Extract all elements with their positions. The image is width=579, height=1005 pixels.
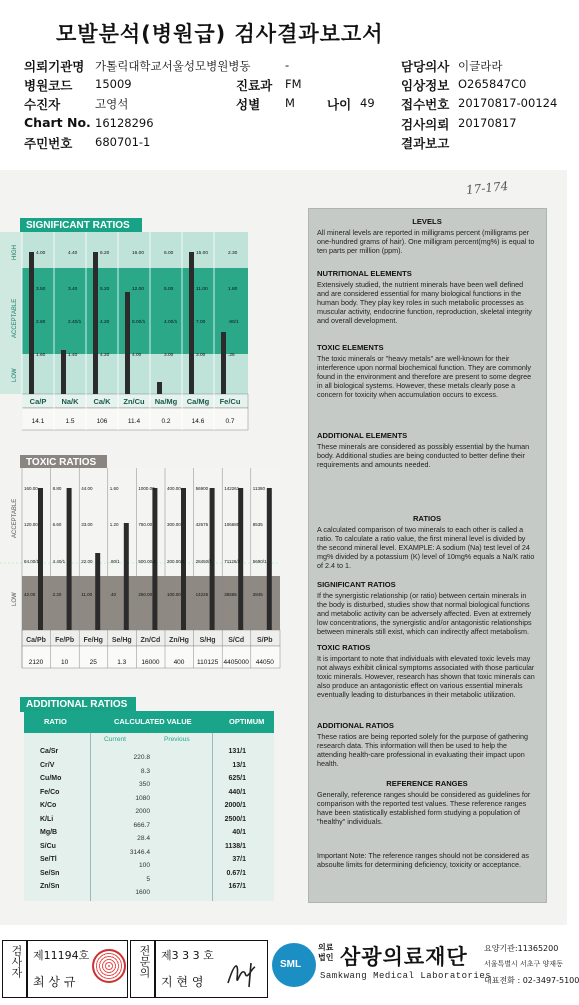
tick-label: 15.00 bbox=[196, 251, 209, 256]
label-age: 나이 bbox=[327, 97, 352, 112]
label-chart-no: Chart No. bbox=[24, 115, 91, 130]
note-block bbox=[317, 269, 537, 325]
value-chart-no: 16128296 bbox=[95, 116, 154, 130]
tick-label: 5690/1 bbox=[252, 559, 267, 564]
note-text: Generally, reference ranges should be considered as guidelines for comparison with the reported test values. These reference ranges have been statistically established form studying a population of "healthy" individuals. bbox=[317, 790, 531, 826]
value-doctor: 이글라라 bbox=[458, 59, 503, 73]
current-value: 28.4 bbox=[137, 835, 150, 842]
tick-label: 42675 bbox=[195, 522, 209, 527]
tick-label: 84.00/1 bbox=[24, 559, 40, 564]
zone-low-label: LOW bbox=[12, 368, 18, 382]
tick-label: 1.20 bbox=[109, 522, 119, 527]
column-value: 110125 bbox=[196, 659, 219, 666]
header-calculated-value: CALCULATED VALUE bbox=[114, 717, 192, 726]
current-value: 2000 bbox=[135, 808, 150, 815]
tester-label: 검사자 bbox=[10, 945, 23, 978]
column-value: 4405000 bbox=[223, 659, 249, 666]
side-info-2: 서울특별시 서초구 양재동 bbox=[484, 960, 563, 968]
footer bbox=[0, 935, 579, 1005]
specialist-label-box bbox=[130, 940, 156, 998]
value-department: FM bbox=[285, 77, 302, 91]
tester-label-box bbox=[2, 940, 28, 998]
column-label: Ca/Pb bbox=[26, 637, 46, 644]
column-value: 44050 bbox=[255, 659, 274, 666]
tick-label: 6.20 bbox=[100, 251, 110, 256]
bar-S/Pb bbox=[267, 488, 272, 630]
note-heading: TOXIC ELEMENTS bbox=[317, 343, 384, 352]
column-value: 14.6 bbox=[191, 418, 205, 425]
significant-ratios-chart bbox=[0, 232, 300, 452]
tick-label: 2845 bbox=[252, 592, 263, 597]
tick-label: 400.00 bbox=[167, 486, 181, 491]
note-block bbox=[317, 431, 537, 469]
tick-label: 16.00 bbox=[132, 251, 145, 256]
note-block bbox=[317, 721, 537, 768]
bar-Na/Mg bbox=[157, 382, 162, 394]
tick-label: 142261 bbox=[224, 486, 240, 491]
side-info-1: 요양기관:11365200 bbox=[484, 944, 559, 953]
additional-table-body: Current Previous Ca/Sr 131/1 220.8 Cr/V 13/1 8.3 Cu/Mo 625/1 350 Fe/Co 440/1 1080 K/Co 2000/1 2000 K/Li 2500/1 666.7 Mg/B 40/1 28.4 S/Cu 1138/1 3146.4 Se/Tl 37/1 100 Se/Sn 0.67/1 5 Zn/Sn 167/1 1600 bbox=[24, 733, 274, 901]
tick-label: 250.00 bbox=[138, 592, 153, 597]
tick-label: 6.60 bbox=[52, 522, 62, 527]
tick-label: 4.00 bbox=[36, 251, 46, 256]
label-receipt-number: 접수번호 bbox=[401, 97, 450, 112]
note-block bbox=[317, 580, 537, 636]
sml-logo-badge bbox=[272, 943, 316, 987]
tick-label: 4.20 bbox=[100, 353, 110, 358]
tick-label: 35565 bbox=[224, 592, 237, 597]
bar-Fe/Pb bbox=[67, 488, 72, 630]
ratio-name: Ca/Sr bbox=[40, 748, 59, 755]
tick-label: 160.00 bbox=[24, 486, 38, 491]
tick-label: .80/1 bbox=[109, 559, 120, 564]
label-patient: 수진자 bbox=[24, 97, 61, 112]
sml-logo-text: SML bbox=[280, 959, 302, 970]
note-block bbox=[317, 343, 537, 399]
tick-label: 7.00 bbox=[196, 320, 206, 325]
tick-label: 42.00 bbox=[24, 592, 36, 597]
tick-label: 14225 bbox=[195, 592, 209, 597]
note-block bbox=[317, 217, 537, 255]
tick-label: 33.00 bbox=[81, 522, 93, 527]
column-label: Zn/Cu bbox=[123, 397, 145, 406]
tick-label: 2.20 bbox=[52, 592, 62, 597]
bar-Fe/Cu bbox=[221, 332, 226, 394]
ratio-name: Cr/V bbox=[40, 761, 55, 769]
tick-label: 120.00 bbox=[24, 522, 38, 527]
current-value: 8.3 bbox=[140, 767, 150, 775]
additional-ratios-title: ADDITIONAL RATIOS bbox=[20, 697, 136, 712]
column-value: 2120 bbox=[28, 659, 44, 666]
specialist-label: 전문의 bbox=[138, 945, 151, 978]
label-clinical-info: 임상정보 bbox=[401, 78, 450, 93]
toxic-zone-acceptable-label: ACCEPTABLE bbox=[12, 498, 18, 538]
header-ratio: RATIO bbox=[44, 717, 67, 726]
tester-name: 최 상 규 bbox=[33, 975, 76, 989]
tick-label: 22.00 bbox=[81, 559, 93, 564]
value-hospital-code: 15009 bbox=[95, 77, 132, 91]
note-text: Important Note: The reference ranges should not be considered as absoulte limits for determining deficiency, toxicity or acceptance. bbox=[317, 851, 530, 869]
tick-label: 2.30 bbox=[228, 251, 238, 256]
label-result-report: 결과보고 bbox=[401, 136, 450, 151]
label-sex: 성별 bbox=[236, 97, 261, 112]
current-value: 1080 bbox=[135, 794, 150, 802]
toxic-ratios-title: TOXIC RATIOS bbox=[20, 455, 107, 470]
label-requesting-institution: 의뢰기관명 bbox=[24, 59, 85, 74]
zone-high-label: HIGH bbox=[12, 245, 18, 260]
tick-label: 1.80 bbox=[228, 287, 238, 292]
tick-label: 1000.00 bbox=[138, 486, 155, 491]
tick-label: 28450/1 bbox=[195, 559, 212, 564]
note-block bbox=[317, 849, 537, 869]
tick-label: 750.00 bbox=[138, 522, 153, 527]
column-label: Se/Hg bbox=[111, 637, 132, 644]
tick-label: 4.20 bbox=[100, 320, 110, 325]
tick-label: .26 bbox=[228, 353, 235, 358]
column-value: 0.2 bbox=[161, 418, 171, 425]
tick-label: 200.00/1 bbox=[167, 559, 185, 564]
tick-label: 4.40/1 bbox=[52, 559, 66, 564]
bar-Zn/Cu bbox=[125, 292, 130, 394]
label-hospital-code: 병원코드 bbox=[24, 78, 73, 93]
column-value: 1.3 bbox=[117, 659, 127, 666]
note-text: All mineral levels are reported in milligrams percent (milligrams per one-hundred grams of hair). One milligram percent(mg%) is equal to ten parts per million (ppm). bbox=[317, 228, 535, 255]
label-test-request: 검사의뢰 bbox=[401, 117, 450, 132]
current-value: 350 bbox=[138, 781, 150, 788]
column-label: Na/K bbox=[61, 397, 79, 406]
tester-seal bbox=[92, 949, 126, 983]
tick-label: 100.00 bbox=[167, 592, 181, 597]
column-label: Ca/K bbox=[93, 397, 111, 406]
tick-label: 5.00 bbox=[164, 287, 174, 292]
note-heading: NUTRITIONAL ELEMENTS bbox=[317, 269, 412, 278]
column-label: Fe/Pb bbox=[55, 637, 75, 644]
explanation-panel bbox=[308, 208, 547, 903]
subheader-previous: Previous bbox=[164, 736, 190, 743]
column-value: 14.1 bbox=[31, 418, 45, 425]
note-text: If the synergistic relationship (or ratio) between certain minerals in the body is disturbed, studies show that normal biological functions and metabolic activity can be adversely affected. Even at extremely low concentrations, the synergistic and/or antagonistic relationships between minerals still exist, which can indirectly affect metabolism. bbox=[317, 591, 532, 636]
column-value: 16000 bbox=[141, 659, 160, 666]
toxic-zone-low-label: LOW bbox=[12, 592, 18, 606]
label-resident-number: 주민번호 bbox=[24, 136, 73, 151]
current-value: 1600 bbox=[135, 889, 150, 896]
note-heading: ADDITIONAL RATIOS bbox=[317, 721, 394, 730]
tick-label: 6.00 bbox=[164, 251, 174, 256]
column-label: Fe/Cu bbox=[219, 397, 241, 406]
tick-label: 2.40/1 bbox=[68, 320, 82, 325]
tick-label: 2.60 bbox=[36, 320, 46, 325]
side-info-3: 대표전화 : 02-3497-5100 bbox=[484, 976, 579, 985]
tick-label: 4.00/1 bbox=[164, 320, 178, 325]
current-value: 100 bbox=[138, 862, 150, 869]
current-value: 666.7 bbox=[133, 821, 150, 829]
value-sex: M bbox=[285, 96, 295, 110]
tick-label: 11.00 bbox=[196, 287, 208, 292]
note-heading: TOXIC RATIOS bbox=[317, 643, 371, 652]
note-block bbox=[317, 643, 537, 699]
label-doctor: 담당의사 bbox=[401, 59, 450, 74]
tick-label: 71126/2 bbox=[224, 559, 241, 564]
note-text: These minerals are considered as possibly essential by the human body. Additional studies are being conducted to better define their requirements and amounts needed. bbox=[317, 442, 530, 469]
column-label: S/Cd bbox=[228, 637, 245, 644]
legal-entity-label: 의료법인 bbox=[318, 943, 334, 962]
note-heading: RATIOS bbox=[412, 514, 442, 523]
tester-license: 제11194호 bbox=[33, 949, 90, 962]
header-optimum: OPTIMUM bbox=[229, 717, 265, 726]
value-requesting-institution: 가톨릭대학교서울성모병원병동 bbox=[95, 59, 251, 73]
bar-Ca/P bbox=[29, 252, 34, 394]
column-label: S/Hg bbox=[199, 637, 216, 644]
note-heading: SIGNIFICANT RATIOS bbox=[317, 580, 396, 589]
value-ward: - bbox=[285, 58, 290, 72]
note-heading: REFERENCE RANGES bbox=[386, 779, 468, 788]
tick-label: 1.40 bbox=[68, 353, 78, 358]
value-test-request: 20170817 bbox=[458, 116, 517, 130]
tick-label: 300.00 bbox=[167, 522, 181, 527]
specialist-signature bbox=[225, 959, 261, 989]
tick-label: 3.00 bbox=[164, 353, 174, 358]
column-label: Na/Mg bbox=[154, 397, 178, 406]
specialist-name: 지 현 영 bbox=[161, 975, 204, 989]
ratio-name: K/Co bbox=[40, 802, 57, 809]
column-value: 400 bbox=[173, 659, 185, 666]
tick-label: 11380 bbox=[252, 486, 265, 491]
note-text: Extensively studied, the nutrient minerals have been well defined and are considered essential for many biological functions in the human body. They play key roles in such metabolic processes as muscular activity, endocrine function, reproduction, skeletal integrity and overall development. bbox=[317, 280, 532, 325]
additional-table-header bbox=[24, 711, 274, 733]
tick-label: 11.00 bbox=[81, 592, 93, 597]
tick-label: 4.00 bbox=[132, 353, 142, 358]
current-value: 220.8 bbox=[133, 754, 150, 761]
tick-label: 4.40 bbox=[68, 251, 78, 256]
tick-label: 3.40 bbox=[68, 287, 78, 292]
column-value: 106 bbox=[96, 418, 108, 425]
note-heading: LEVELS bbox=[412, 217, 442, 226]
note-text: A calculated comparison of two minerals to each other is called a ratio. To calculate a ratio value, the first mineral level is divided by the second mineral level. EXAMPLE: A sodium (Na) test level of 24 mg% divided by a potassium (K) level of 10mg% equals a Na/K ratio of 2.4 to 1. bbox=[317, 525, 535, 570]
tick-label: 44.00 bbox=[81, 486, 93, 491]
note-text: These ratios are being reported solely for the purpose of gathering research data. This information will then be used to help the attending health-care professional in evaluating their impact upon health. bbox=[317, 732, 528, 768]
bar-Na/K bbox=[61, 350, 66, 394]
column-value: 1.5 bbox=[65, 418, 75, 425]
bar-Fe/Hg bbox=[95, 553, 100, 630]
column-label: Zn/Cd bbox=[140, 637, 161, 644]
tick-label: 8.00/1 bbox=[132, 320, 146, 325]
column-label: Ca/P bbox=[29, 397, 47, 406]
column-value: 11.4 bbox=[127, 418, 141, 425]
handwritten-note: 17-174 bbox=[465, 178, 509, 198]
tick-label: 3.50 bbox=[36, 287, 46, 292]
column-label: S/Pb bbox=[257, 637, 273, 644]
ratio-name: Se/Tl bbox=[40, 856, 57, 863]
tick-label: 3.00 bbox=[196, 353, 206, 358]
subheader-current: Current bbox=[104, 736, 126, 743]
column-label: Fe/Hg bbox=[83, 637, 103, 644]
toxic-ratios-chart bbox=[0, 468, 300, 693]
label-department: 진료과 bbox=[236, 78, 273, 93]
value-receipt-number: 20170817-00124 bbox=[458, 96, 558, 110]
tick-label: 500.00/1 bbox=[138, 559, 156, 564]
column-value: 25 bbox=[89, 659, 97, 666]
bar-Ca/K bbox=[93, 252, 98, 394]
value-patient: 고영석 bbox=[95, 97, 129, 111]
page-title: 모발분석(병원급) 검사결과보고서 bbox=[56, 22, 384, 46]
zone-acceptable-label: ACCEPTABLE bbox=[12, 298, 18, 338]
value-resident-number: 680701-1 bbox=[95, 135, 151, 149]
note-block bbox=[317, 514, 537, 570]
note-block bbox=[317, 779, 537, 826]
tick-label: 1.60 bbox=[109, 486, 119, 491]
tick-label: 8535 bbox=[252, 522, 263, 527]
tick-label: 56900 bbox=[195, 486, 209, 491]
current-value: 3146.4 bbox=[129, 848, 150, 856]
note-text: The toxic minerals or "heavy metals" are well-known for their interference upon normal biochemical function. They are commonly found in the environment and therefore are present to some degree in all biological systems. However, these metals clearly pose a concern for toxicity when accumulation occurs to excess. bbox=[317, 354, 532, 399]
specialist-box bbox=[154, 940, 268, 998]
tick-label: .40 bbox=[109, 592, 117, 597]
ratio-name: K/Li bbox=[40, 815, 54, 823]
bar-Se/Hg bbox=[124, 523, 129, 630]
significant-ratios-title: SIGNIFICANT RATIOS bbox=[20, 218, 142, 233]
ratio-name: S/Cu bbox=[40, 842, 56, 850]
ratio-name: Fe/Co bbox=[40, 788, 60, 796]
bar-Ca/Mg bbox=[189, 252, 194, 394]
note-text: It is important to note that individuals with elevated toxic levels may not always exhibit clinical symptoms associated with those particular toxic minerals. However, research has shown that toxic minerals can also produce an antagonistic effect on various essential minerals eventually leading to disturbances in their metabolic utilization. bbox=[317, 654, 535, 699]
ratio-name: Se/Sn bbox=[40, 869, 60, 877]
column-label: Zn/Hg bbox=[169, 637, 189, 644]
column-value: 0.7 bbox=[225, 418, 235, 425]
tick-label: 1.60 bbox=[36, 353, 46, 358]
column-value: 10 bbox=[60, 659, 69, 666]
tick-label: 12.00 bbox=[132, 287, 145, 292]
organization-name-en: Samkwang Medical Laboratories bbox=[320, 971, 492, 981]
ratio-name: Cu/Mo bbox=[40, 775, 62, 782]
value-clinical-info: O265847C0 bbox=[458, 77, 527, 91]
tick-label: 106680 bbox=[224, 522, 240, 527]
tick-label: 8.80 bbox=[52, 486, 62, 491]
ratio-name: Mg/B bbox=[40, 829, 58, 836]
value-age: 49 bbox=[360, 96, 375, 110]
column-label: Ca/Mg bbox=[186, 397, 210, 406]
tick-label: 5.20 bbox=[100, 287, 110, 292]
ratio-name: Zn/Sn bbox=[40, 883, 60, 890]
tick-label: .90/1 bbox=[228, 320, 239, 325]
current-value: 5 bbox=[146, 875, 150, 883]
specialist-license: 제3 3 3 호 bbox=[161, 949, 214, 962]
organization-name: 삼광의료재단 bbox=[340, 945, 468, 969]
note-heading: ADDITIONAL ELEMENTS bbox=[317, 431, 408, 440]
